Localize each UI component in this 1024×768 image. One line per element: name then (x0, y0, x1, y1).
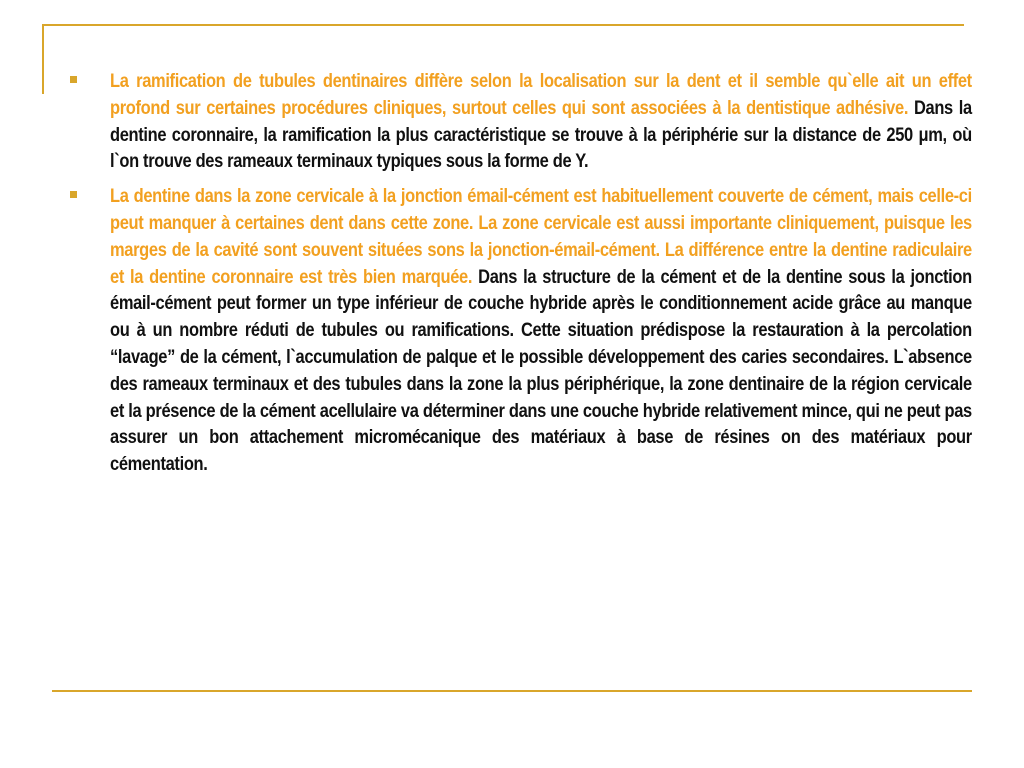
bullet-1-body-text: Dans la dentine coronnaire, la ramification la plus caractéristique se trouve à la périphérie sur la distance de 250 μm, où l`on trouve des rameaux terminaux typiques sous la forme de Y. (110, 96, 972, 173)
bottom-rule (52, 690, 972, 692)
bullet-text-1 (110, 68, 972, 175)
top-rule (42, 24, 964, 26)
slide-content (70, 68, 972, 486)
bullet-1-accent-text: La ramification de tubules dentinaires diffère selon la localisation sur la dent et il semble qu`elle ait un effet profond sur certaines procédures cliniques, surtout celles qui sont associées à la dentistique adhésive. (110, 70, 972, 119)
bullet-2-body-text: Dans la structure de la cément et de la dentine sous la jonction émail-cément peut former un type inférieur de couche hybride après le conditionnement acide grâce au manque ou à un nombre réduti de tubules ou ramifications. Cette situation prédispose la restauration à la percolation “lavage” de la cément, l`accumulation de palque et le possible développement des caries secondaires. L`absence des rameaux terminaux et des tubules dans la zone la plus périphérique, la zone dentinaire de la région cervicale et la présence de la cément acellulaire va déterminer dans une couche hybride relativement mince, qui ne peut pas assurer un bon attachement micromécanique des matériaux à base de résines on des matériaux pour cémentation. (110, 265, 972, 476)
bullet-item-2 (70, 183, 972, 478)
square-bullet-icon (70, 191, 77, 198)
bullet-item-1 (70, 68, 972, 175)
left-rule (42, 24, 44, 94)
square-bullet-icon (70, 76, 77, 83)
bullet-text-2 (110, 183, 972, 478)
bullet-2-accent-text: La dentine dans la zone cervicale à la jonction émail-cément est habituellement couverte de cément, mais celle-ci peut manquer à certaines dent dans cette zone. La zone cervicale est aussi importante cliniquement, puisque les marges de la cavité sont souvent situées sons la jonction-émail-cément. La différence entre la dentine radiculaire et la dentine coronnaire est très bien marquée. (110, 185, 972, 288)
